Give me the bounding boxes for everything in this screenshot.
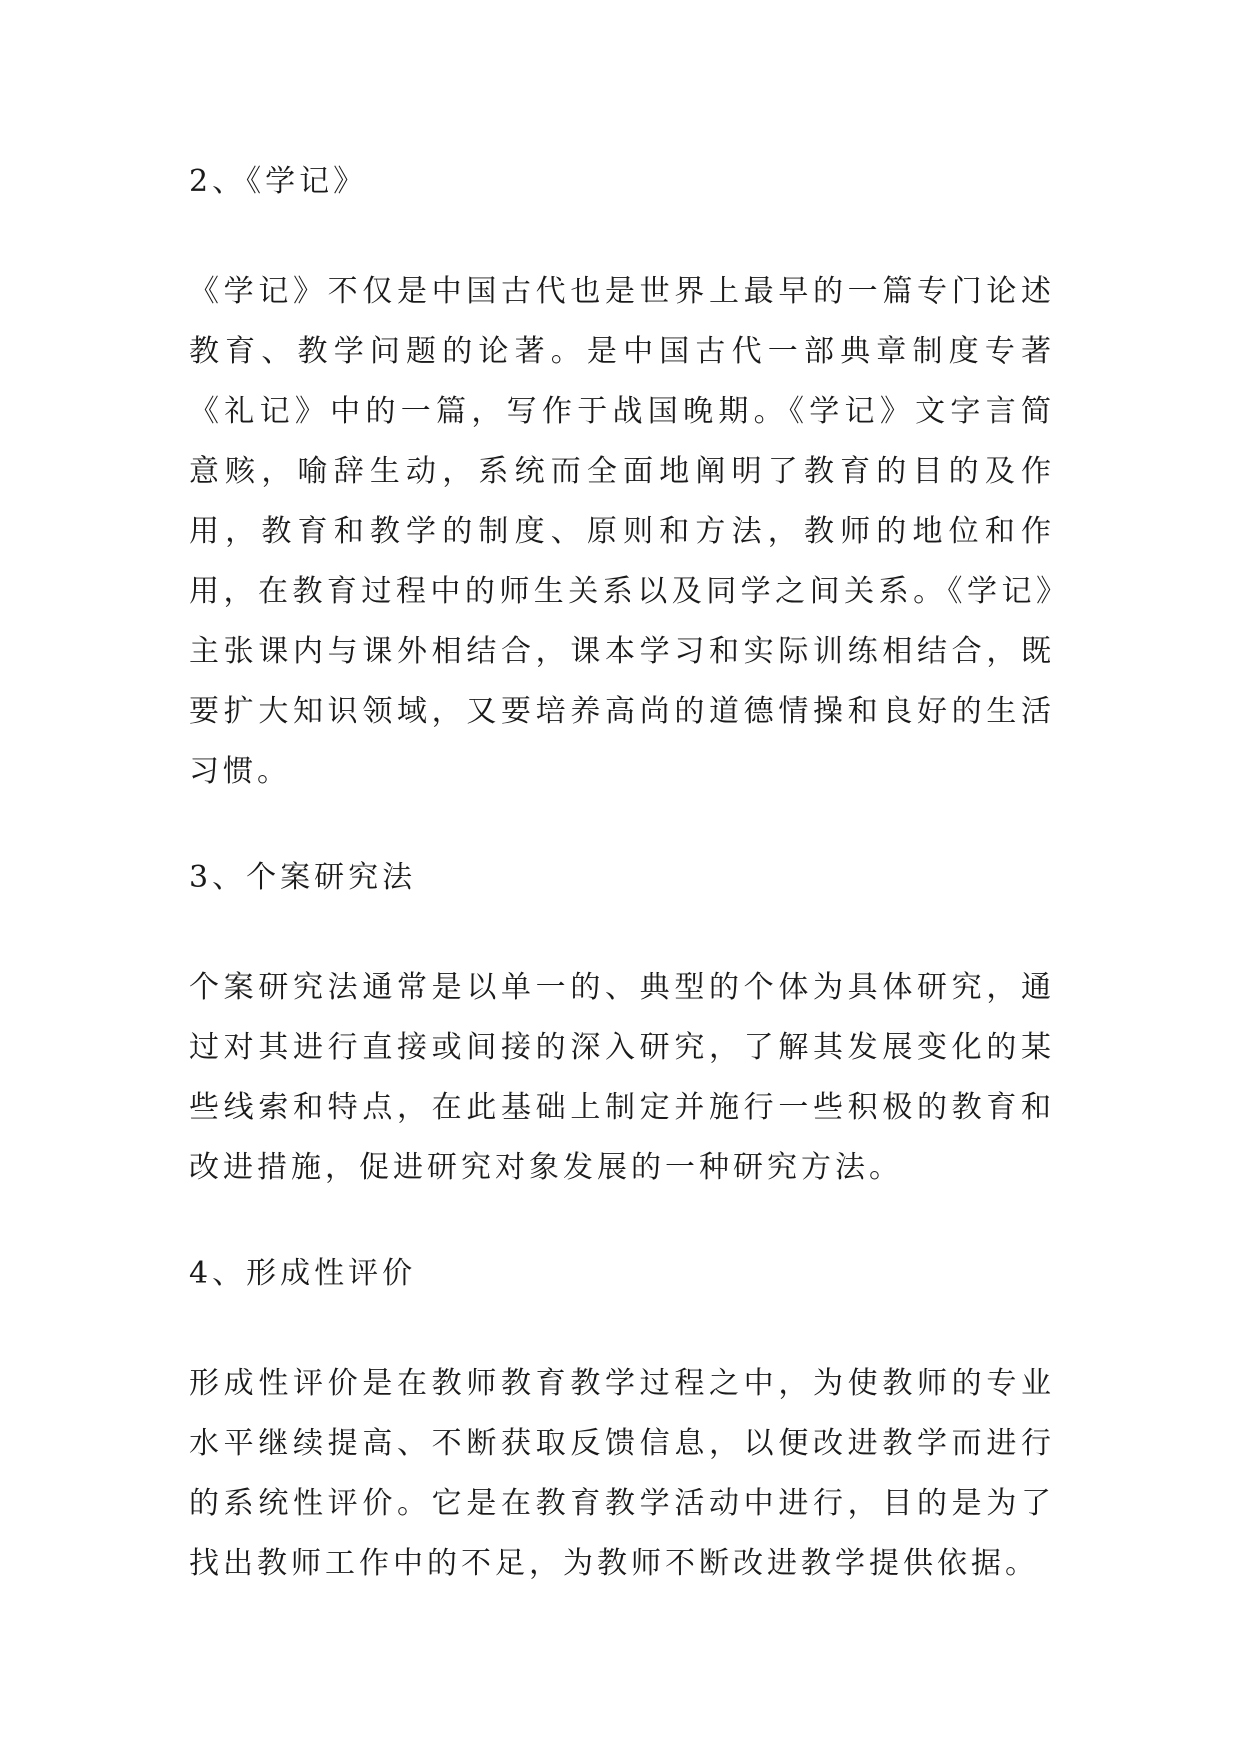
section-paragraph-case-study: 个案研究法通常是以单一的、典型的个体为具体研究，通过对其进行直接或间接的深入研究，了解其发展变化的某些线索和特点，在此基础上制定并施行一些积极的教育和改进措施，促进研究对象发展的一种研究方法。 xyxy=(189,970,1055,1185)
document-body xyxy=(189,160,1055,1594)
section-paragraph-formative-evaluation: 形成性评价是在教师教育教学过程之中，为使教师的专业水平继续提高、不断获取反馈信息，以便改进教学而进行的系统性评价。它是在教育教学活动中进行，目的是为了找出教师工作中的不足，为教师不断改进教学提供依据。 xyxy=(189,1366,1055,1581)
section-heading-xueji: 2、《学记》 xyxy=(189,164,368,199)
section-heading-formative-evaluation: 4、形成性评价 xyxy=(189,1256,417,1291)
section-paragraph-xueji: 《学记》不仅是中国古代也是世界上最早的一篇专门论述教育、教学问题的论著。是中国古代一部典章制度专著《礼记》中的一篇，写作于战国晚期。《学记》文字言简意赅，喻辞生动，系统而全面地阐明了教育的目的及作用，教育和教学的制度、原则和方法，教师的地位和作用，在教育过程中的师生关系以及同学之间关系。《学记》主张课内与课外相结合，课本学习和实际训练相结合，既要扩大知识领域，又要培养高尚的道德情操和良好的生活习惯。 xyxy=(189,274,1055,789)
section-heading-case-study: 3、个案研究法 xyxy=(189,860,417,895)
